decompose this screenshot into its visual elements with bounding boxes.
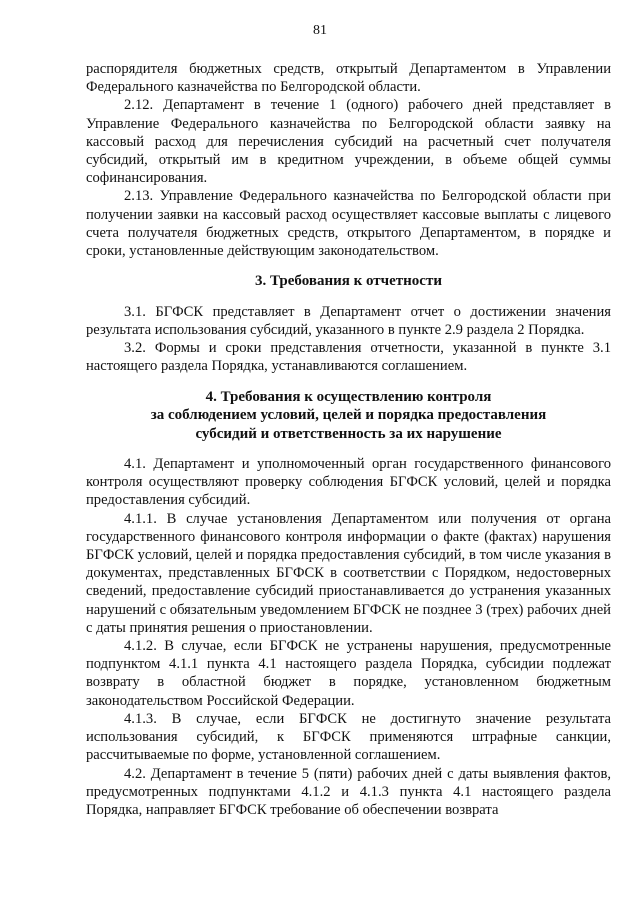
paragraph: 4.1.1. В случае установления Департаментом или получения от органа государственного финансового контроля информации о факте (фактах) нарушения БГФСК условий, целей и порядка предоставления субсидий, в том числе указания в документах, представленных БГФСК в соответствии с Порядком, недостоверных сведений, предоставление субсидий приостанавливается до устранения указанных нарушений с обязательным уведомлением БГФСК не позднее 3 (трех) рабочих дней с даты принятия решения о приостановлении. — [86, 510, 611, 636]
paragraph: 3.2. Формы и сроки представления отчетности, указанной в пункте 3.1 настоящего раздела Порядка, устанавливаются соглашением. — [86, 340, 611, 375]
paragraph: 2.12. Департамент в течение 1 (одного) рабочего дней представляет в Управление Федерального казначейства по Белгородской области заявку на кассовый расход для перечисления субсидий на расчетный счет получателя субсидий, открытый им в кредитном учреждении, в объеме общей суммы софинансирования. — [86, 97, 611, 187]
paragraph: 3.1. БГФСК представляет в Департамент отчет о достижении значения результата использования субсидий, указанного в пункте 2.9 раздела 2 Порядка. — [86, 303, 611, 338]
paragraph: 4.1.2. В случае, если БГФСК не устранены нарушения, предусмотренные подпунктом 4.1.1 пункта 4.1 настоящего раздела Порядка, субсидии подлежат возврату в областной бюджет в порядке, установленном бюджетным законодательством Российской Федерации. — [86, 638, 611, 709]
paragraph: 4.1. Департамент и уполномоченный орган государственного финансового контроля осуществляют проверку соблюдения БГФСК условий, целей и порядка предоставления субсидий. — [86, 456, 611, 509]
section-heading: 3. Требования к отчетности — [255, 273, 442, 290]
paragraph: 4.1.3. В случае, если БГФСК не достигнуто значение результата использования субсидий, к БГФСК применяются штрафные санкции, рассчитываемые по форме, установленной соглашением. — [86, 710, 611, 764]
page-number: 81 — [313, 23, 327, 38]
heading-line: субсидий и ответственность за их нарушение — [195, 425, 502, 442]
section-heading — [86, 388, 611, 444]
paragraph: распорядителя бюджетных средств, открытый Департаментом в Управлении Федерального казначейства по Белгородской области. — [86, 61, 611, 96]
paragraph: 2.13. Управление Федерального казначейства по Белгородской области при получении заявки на кассовый расход осуществляет кассовые выплаты с лицевого счета получателя бюджетных средств, открытого Департаментом, в порядке и сроки, установленные действующим законодательством. — [86, 188, 611, 260]
paragraph: 4.2. Департамент в течение 5 (пяти) рабочих дней с даты выявления фактов, предусмотренных подпунктами 4.1.2 и 4.1.3 пункта 4.1 настоящего раздела Порядка, направляет БГФСК требование об обеспечении возврата — [86, 765, 611, 818]
heading-line: за соблюдением условий, целей и порядка предоставления — [150, 407, 547, 424]
heading-line: 4. Требования к осуществлению контроля — [205, 388, 492, 405]
page-content — [86, 60, 611, 819]
